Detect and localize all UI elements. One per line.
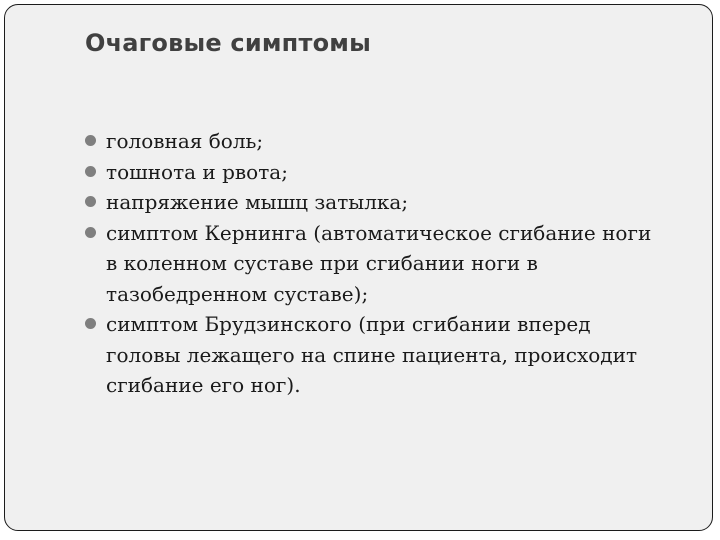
list-item: [85, 126, 665, 157]
list-item-text: напряжение мышц затылка;: [106, 190, 409, 214]
list-item: [85, 157, 665, 188]
bullet-icon: [85, 135, 96, 146]
bullet-icon: [85, 196, 96, 207]
bullet-list: [85, 126, 665, 401]
list-item-text: головная боль;: [106, 129, 264, 153]
bullet-icon: [85, 318, 96, 329]
slide-frame: [4, 4, 713, 531]
slide-title: Очаговые симптомы: [85, 29, 371, 57]
list-item-text: симптом Кернинга (автоматическое сгибание ноги в коленном суставе при сгибании ноги в тазобедренном суставе);: [106, 220, 652, 306]
list-item: [85, 218, 665, 310]
list-item: [85, 309, 665, 401]
list-item: [85, 187, 665, 218]
bullet-icon: [85, 227, 96, 238]
list-item-text: тошнота и рвота;: [106, 159, 288, 184]
bullet-icon: [85, 166, 96, 177]
list-item-text: симптом Брудзинского (при сгибании вперед головы лежащего на спине пациента, происходит сгибание его ног).: [106, 312, 638, 397]
